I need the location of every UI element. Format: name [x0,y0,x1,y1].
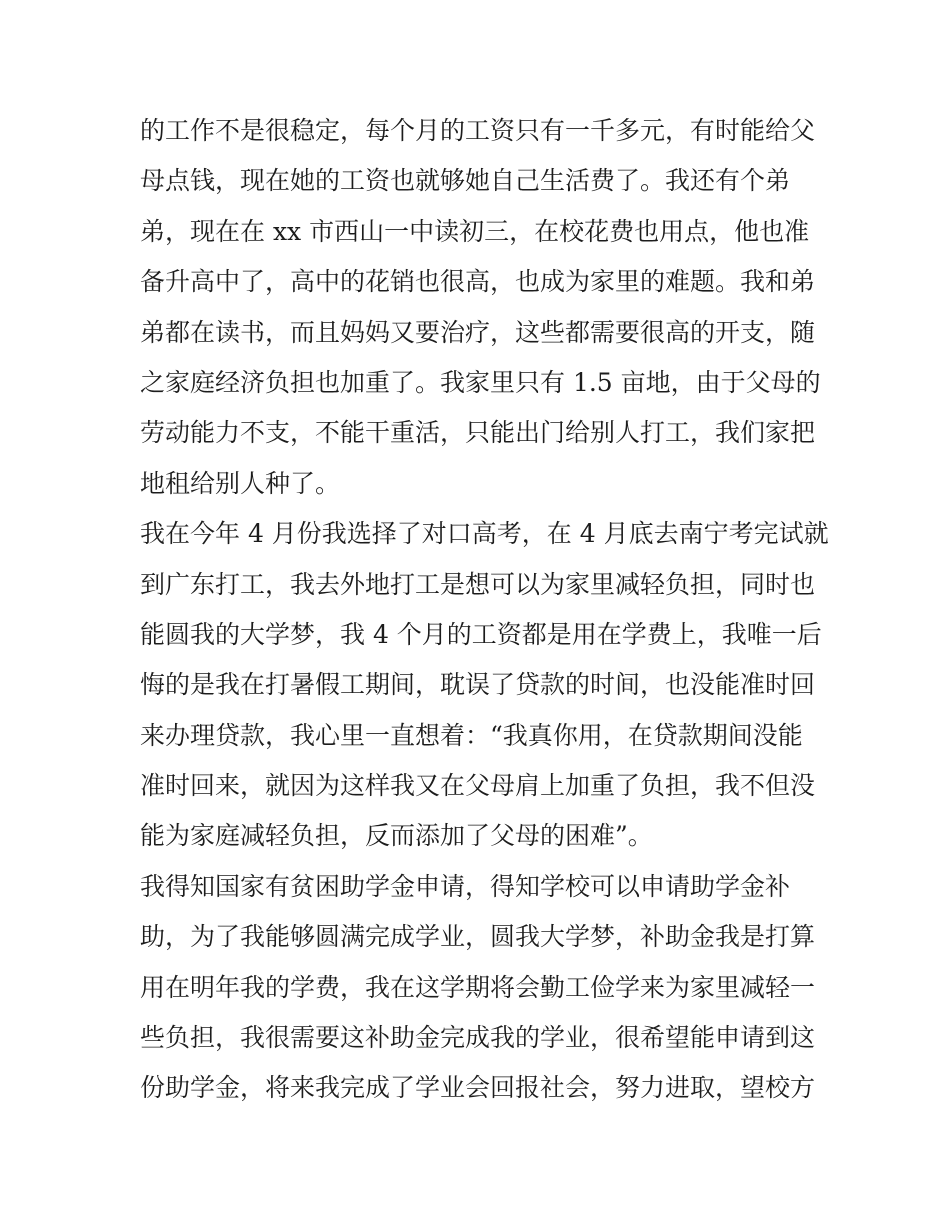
paragraph-grant-application [140,862,820,1114]
text-line: 弟都在读书，而且妈妈又要治疗，这些都需要很高的开支，随 [140,317,816,347]
text-line: 些负担，我很需要这补助金完成我的学业，很希望能申请到这 [140,1023,816,1053]
text-line: 能为家庭减轻负担，反而添加了父母的困难”。 [140,821,653,851]
paragraph-work-and-study [140,509,829,862]
text-line: 劳动能力不支，不能干重活，只能出门给别人打工，我们家把 [140,418,816,448]
text-line: 弟，现在在 xx 市西山一中读初三，在校花费也用点，他也准 [140,216,810,246]
text-line: 我在今年 4 月份我选择了对口高考，在 4 月底去南宁考完试就 [140,519,829,549]
text-line: 到广东打工，我去外地打工是想可以为家里减轻负担，同时也 [140,569,816,599]
text-line: 母点钱，现在她的工资也就够她自己生活费了。我还有个弟 [140,166,791,196]
text-line: 之家庭经济负担也加重了。我家里只有 1.5 亩地，由于父母的 [140,367,821,397]
text-line: 来办理贷款，我心里一直想着：“我真你用，在贷款期间没能 [140,720,803,750]
paragraph-family-situation [140,106,820,509]
text-line: 我得知国家有贫困助学金申请，得知学校可以申请助学金补 [140,871,791,901]
text-line: 份助学金，将来我完成了学业会回报社会，努力进取，望校方 [140,1073,816,1103]
text-line: 地租给别人种了。 [140,468,341,498]
text-line: 悔的是我在打暑假工期间，耽误了贷款的时间，也没能准时回 [140,670,816,700]
document-body [140,106,829,1114]
text-line: 准时回来，就因为这样我又在父母肩上加重了负担，我不但没 [140,771,816,801]
text-line: 助，为了我能够圆满完成学业，圆我大学梦，补助金我是打算 [140,922,816,952]
text-line: 用在明年我的学费，我在这学期将会勤工俭学来为家里减轻一 [140,972,816,1002]
text-line: 能圆我的大学梦，我 4 个月的工资都是用在学费上，我唯一后 [140,619,822,649]
text-line: 的工作不是很稳定，每个月的工资只有一千多元，有时能给父 [140,116,816,145]
text-line: 备升高中了，高中的花销也很高，也成为家里的难题。我和弟 [140,267,816,297]
